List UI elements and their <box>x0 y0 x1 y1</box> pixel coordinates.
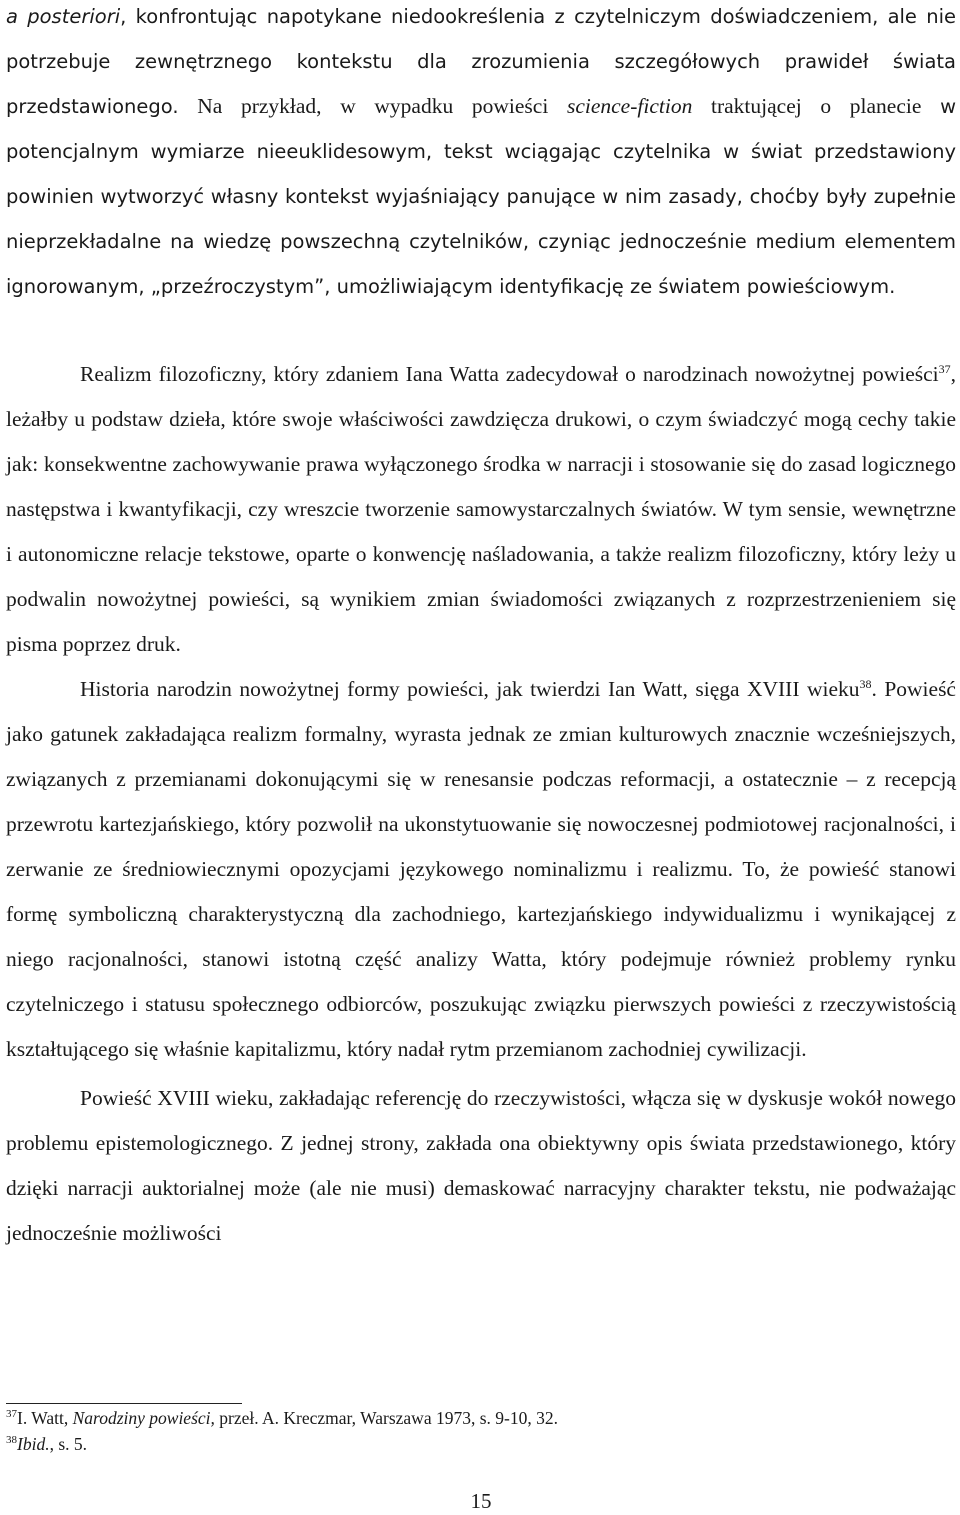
footnote-37-number: 37 <box>6 1408 17 1421</box>
text-run: traktującej o planecie <box>692 94 941 118</box>
footnote-38-title: Ibid. <box>17 1434 50 1454</box>
paragraph-4 <box>6 1076 956 1256</box>
footnote-37 <box>6 1408 956 1428</box>
text-run: , konfrontując napotykane niedookreślenia z czytelniczym doświadczeniem, ale nie potrzebuje zewnętrznego kontekstu dla zrozumienia szczegółowych prawideł świata przedstawionego. <box>6 5 957 118</box>
footnote-37-title: Narodziny powieści, <box>72 1408 215 1428</box>
paragraph-1 <box>6 0 956 309</box>
document-page <box>6 0 956 1515</box>
paragraph-2 <box>6 352 956 667</box>
footnote-separator <box>6 1403 242 1404</box>
page-number: 15 <box>470 1489 492 1513</box>
text-run: To, że powieść stanowi formę symboliczną charakterystyczną dla zachodniego, kartezjańskiego indywidualizmu i wynikającej z niego racjonalności, stanowi istotną część analizy Watta, który podejmuje również problemy rynku czytelniczego i statusu społecznego odbiorców, poszukując związku pierwszych powieści z rzeczywistością kształtującego się właśnie kapitalizmu, który nadał rytm przemianom zachodniej cywilizacji. <box>6 857 956 1061</box>
text-run: Na przykład, w wypadku powieści <box>178 94 567 118</box>
text-run: Historia narodzin nowożytnej formy powieści, jak twierdzi Ian Watt, sięga XVIII wieku <box>80 677 860 701</box>
text-run: Realizm filozoficzny, który zdaniem Iana Watta zadecydował o narodzinach nowożytnej powieści <box>80 362 939 386</box>
body-flow <box>6 352 956 1256</box>
footnote-37-rest: przeł. A. Kreczmar, Warszawa 1973, s. 9-10, 32. <box>214 1408 558 1428</box>
footnote-38-number: 38 <box>6 1434 17 1447</box>
text-run: . Powieść jako gatunek zakładająca realizm formalny, wyrasta jednak ze zmian kulturowych znacznie wcześniejszych, związanych z przemianami dokonującymi się w renesansie podczas reformacji, a ostatecznie – z recepcją przewrotu kartezjańskiego, który pozwolił na ukonstytuowanie się nowoczesnej podmiotowej racjonalności, i zerwanie ze średniowiecznymi opozycjami językowego nominalizmu i realizmu. <box>6 677 956 881</box>
text-run: Powieść XVIII wieku, zakładając referencję do rzeczywistości, włącza się w dyskusje wokół nowego problemu epistemologicznego. Z jednej strony, zakłada ona obiektywny opis świata przedstawionego, który dzięki narracji auktorialnej może (ale nie musi) demaskować narracyjny charakter tekstu, nie podważając jednocześnie możliwości <box>6 1086 956 1245</box>
text-run: science-fiction <box>566 94 693 118</box>
text-run: , leżałby u podstaw dzieła, które swoje właściwości zawdzięcza drukowi, o czym świadczyć mogą cechy takie jak: konsekwentne zachowywanie prawa wyłączonego środka w narracji i stosowanie się do zasad logicznego następstwa i kwantyfikacji, czy wreszcie tworzenie samowystarczalnych światów. W tym sensie, wewnętrzne i autonomiczne relacje tekstowe, oparte o konwencję naśladowania, a także realizm filozoficzny, który leży u podwalin nowożytnej powieści, są wynikiem zmian świadomości związanych z rozprzestrzenieniem się pisma poprzez druk. <box>6 362 956 656</box>
footnote-38-rest: , s. 5. <box>49 1434 88 1454</box>
footnote-ref: 38 <box>859 676 872 691</box>
footnote-37-author: I. Watt, <box>17 1408 73 1428</box>
footnote-38 <box>6 1434 956 1454</box>
paragraph-3 <box>6 667 956 1072</box>
text-run: a posteriori <box>6 5 121 28</box>
text-run: w potencjalnym wymiarze nieeuklidesowym, tekst wciągając czytelnika w świat przedstawiony powinien wytworzyć własny kontekst wyjaśniający panujące w nim zasady, choćby były zupełnie nieprzekładalne na wiedzę powszechną czytelników, czyniąc jednocześnie medium elementem ignorowanym, „przeźroczystym”, umożliwiającym identyfikację ze światem powieściowym. <box>6 95 957 298</box>
footnote-ref: 37 <box>938 361 951 376</box>
